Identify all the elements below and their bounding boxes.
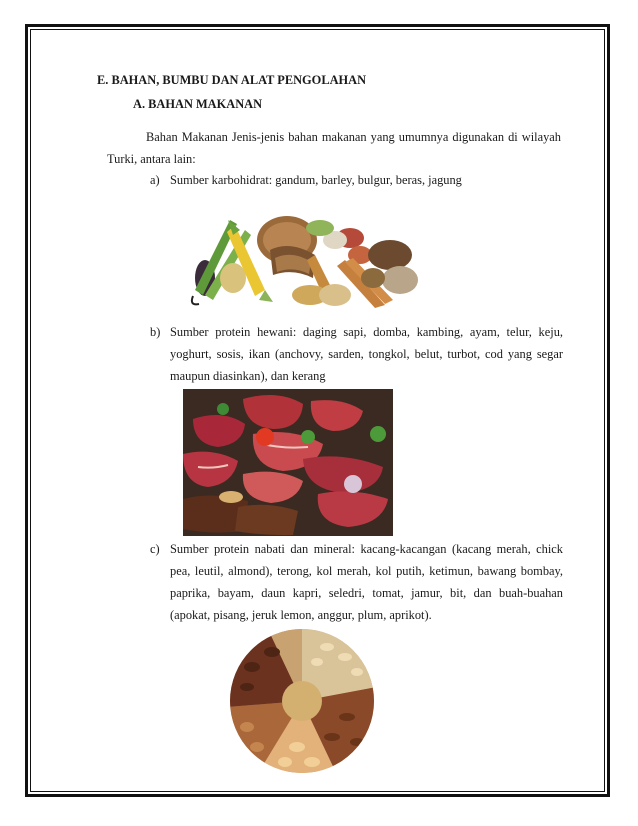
subsection-heading: A. BAHAN MAKANAN [133,97,263,111]
nuts-photo [227,627,377,775]
item-b-marker: b) [150,325,161,339]
item-c-line-1: Sumber protein nabati dan mineral: kacang-kacangan (kacang merah, chick [170,542,563,556]
item-c-line-4: (apokat, pisang, jeruk lemon, anggur, plum, aprikot). [170,608,432,622]
item-a-marker: a) [150,173,160,187]
section-heading: E. BAHAN, BUMBU DAN ALAT PENGOLAHAN [97,73,367,87]
item-c-line-3: paprika, bayam, daun kapri, seledri, tomat, jamur, bit, dan buah-buahan [170,586,563,600]
item-b-line-3: maupun diasinkan), dan kerang [170,369,326,383]
item-c-line-2: pea, leutil, almond), terong, kol merah, kol putih, ketimun, bawang bombay, [170,564,563,578]
item-a-line-1: Sumber karbohidrat: gandum, barley, bulgur, beras, jagung [170,173,462,187]
item-c-marker: c) [150,542,160,556]
item-b-line-2: yoghurt, sosis, ikan (anchovy, sarden, tongkol, belut, turbot, cod yang segar [170,347,563,361]
meat-photo [183,389,393,536]
intro-line-1: Bahan Makanan Jenis-jenis bahan makanan yang umumnya digunakan di wilayah [146,130,561,144]
item-b-line-1: Sumber protein hewani: daging sapi, domba, kambing, ayam, telur, keju, [170,325,563,339]
intro-line-2: Turki, antara lain: [107,152,196,166]
grains-vegetables-photo [185,200,440,310]
